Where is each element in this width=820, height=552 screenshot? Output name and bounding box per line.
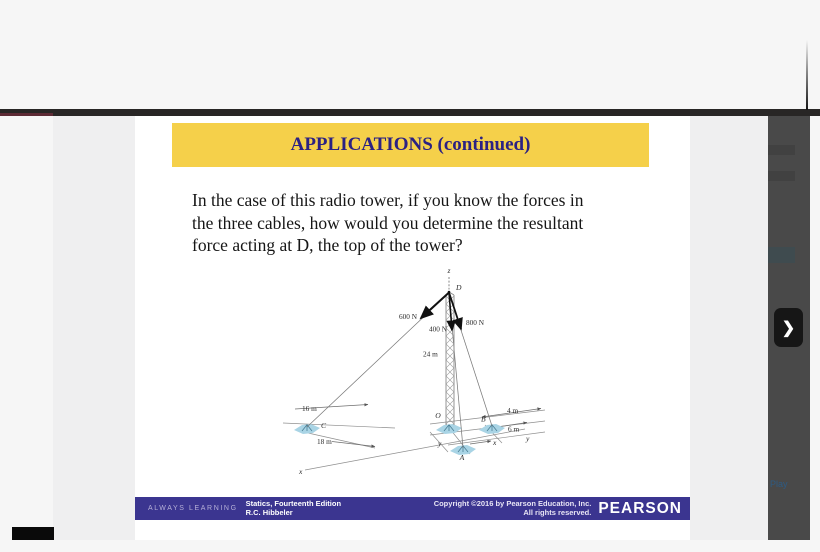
panel-ghost-item (768, 171, 795, 181)
force-600-label: 600 N (398, 312, 417, 321)
viewer-right-gutter (690, 116, 768, 540)
point-d-label: D (456, 283, 462, 292)
point-c-label: C (321, 421, 327, 430)
always-learning-label: ALWAYS LEARNING (148, 505, 238, 512)
pearson-logo: PEARSON (598, 499, 682, 517)
y-axis-label-left: y (438, 439, 442, 448)
slide-body-text (192, 189, 642, 257)
viewer-top-bar (0, 109, 820, 116)
body-line: the three cables, how would you determine the resultant (192, 212, 584, 233)
body-line: In the case of this radio tower, if you know the forces in (192, 190, 584, 210)
force-800-label: 800 N (466, 318, 485, 327)
point-b-label: B (481, 414, 486, 424)
bottom-left-chip (12, 527, 54, 540)
viewer-left-gutter (53, 116, 135, 540)
copyright-line-1: Copyright ©2016 by Pearson Education, Inc. (433, 499, 592, 508)
height-24-label: 24 m (423, 349, 438, 359)
dim-18-label: 18 m (317, 437, 332, 446)
title-banner (172, 123, 649, 167)
chevron-right-icon: ❯ (781, 319, 796, 337)
book-author: R.C. Hibbeler (245, 507, 293, 517)
book-credit (246, 500, 341, 517)
slide-canvas (135, 116, 690, 540)
copyright-line-2: All rights reserved. (523, 507, 592, 517)
point-a-label: A (459, 453, 465, 462)
body-line: force acting at D, the top of the tower? (192, 235, 463, 255)
viewer-side-panel (768, 116, 810, 540)
next-slide-button[interactable] (774, 308, 803, 347)
dim-6-label: 6 m (508, 424, 520, 434)
window-edge-line (806, 40, 808, 110)
dim-16-label: 16 m (302, 404, 317, 413)
slide-title: APPLICATIONS (continued) (290, 134, 531, 155)
viewer-accent-line (0, 113, 53, 116)
copyright-notice (434, 500, 592, 517)
x-axis-label: x (299, 467, 303, 476)
point-o-label: O (435, 411, 441, 420)
pearson-footer-bar (135, 497, 690, 520)
dim-4-label: 4 m (507, 406, 519, 415)
play-link[interactable]: Play (770, 479, 788, 489)
x-local-label: x (493, 438, 497, 447)
z-axis-label: z (447, 266, 451, 275)
panel-ghost-item (768, 145, 795, 155)
panel-thumbnail (768, 247, 795, 263)
y-axis-label-right: y (526, 434, 530, 443)
radio-tower-diagram (280, 262, 550, 487)
book-title: Statics, Fourteenth Edition (245, 499, 342, 508)
force-400-label: 400 N (428, 324, 447, 334)
